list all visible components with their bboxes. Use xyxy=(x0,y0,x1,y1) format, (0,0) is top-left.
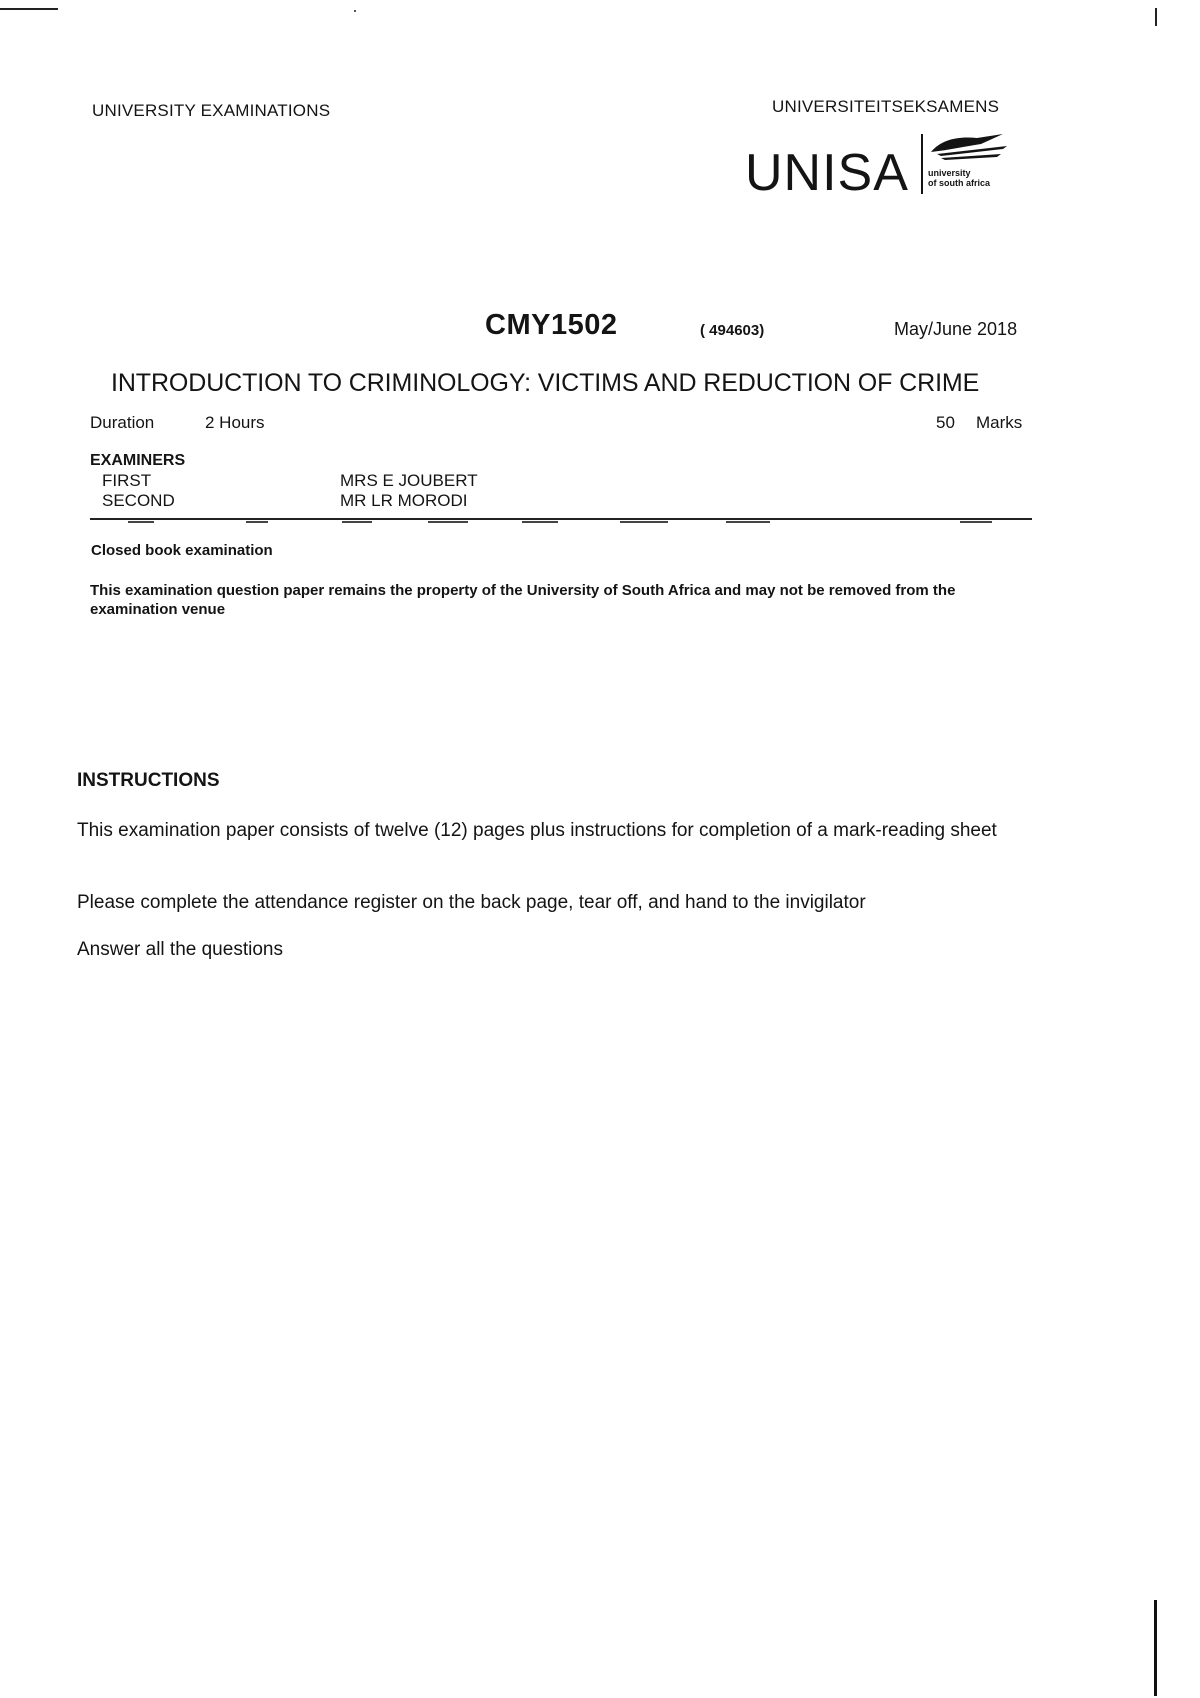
logo-tagline-1: university xyxy=(928,168,971,178)
header-left-text: UNIVERSITY EXAMINATIONS xyxy=(92,101,331,120)
header-divider xyxy=(90,518,1032,520)
marks-label: Marks xyxy=(976,413,1023,432)
closed-book-note: Closed book examination xyxy=(91,542,273,559)
instruction-item: Answer all the questions xyxy=(77,939,283,960)
rule-fragment xyxy=(246,521,268,523)
module-code: CMY1502 xyxy=(485,309,618,341)
rule-fragment xyxy=(620,521,668,523)
header-right-text: UNIVERSITEITSEKSAMENS xyxy=(772,97,1000,116)
scan-dot xyxy=(354,10,356,12)
duration-value: 2 Hours xyxy=(205,413,265,432)
unisa-logo xyxy=(745,130,1025,198)
logo-wordmark: UNISA xyxy=(745,144,909,198)
rule-fragment xyxy=(342,521,372,523)
examiner-first-role: FIRST xyxy=(102,471,152,490)
exam-session: May/June 2018 xyxy=(894,319,1018,339)
logo-bird-icon xyxy=(931,134,1007,160)
paper-number: ( 494603) xyxy=(700,322,765,339)
rule-fragment xyxy=(522,521,558,523)
logo-divider xyxy=(921,134,923,194)
paper-title: INTRODUCTION TO CRIMINOLOGY: VICTIMS AND REDUCTION OF CRIME xyxy=(111,369,980,397)
examiner-second-role: SECOND xyxy=(102,491,175,510)
instruction-item: This examination paper consists of twelve (12) pages plus instructions for completion of a mark-reading sheet xyxy=(77,820,997,841)
rule-fragment xyxy=(726,521,770,523)
examiner-second-name: MR LR MORODI xyxy=(340,491,468,510)
rule-fragment xyxy=(128,521,154,523)
examiners-heading: EXAMINERS xyxy=(90,452,186,469)
instructions-heading: INSTRUCTIONS xyxy=(77,770,220,791)
rule-fragment xyxy=(960,521,992,523)
rule-fragment xyxy=(428,521,468,523)
instruction-item: Please complete the attendance register on the back page, tear off, and hand to the invigilator xyxy=(77,892,866,913)
marks-value: 50 xyxy=(936,413,955,432)
scan-mark-top-right xyxy=(1155,8,1157,26)
examiner-first-name: MRS E JOUBERT xyxy=(340,471,478,490)
property-notice: This examination question paper remains the property of the University of South Africa and may not be removed from the examination venue xyxy=(90,582,956,618)
scan-mark-top-left xyxy=(0,8,58,10)
logo-tagline-2: of south africa xyxy=(928,178,991,188)
duration-label: Duration xyxy=(90,413,155,432)
scan-mark-bottom-right xyxy=(1154,1600,1157,1696)
